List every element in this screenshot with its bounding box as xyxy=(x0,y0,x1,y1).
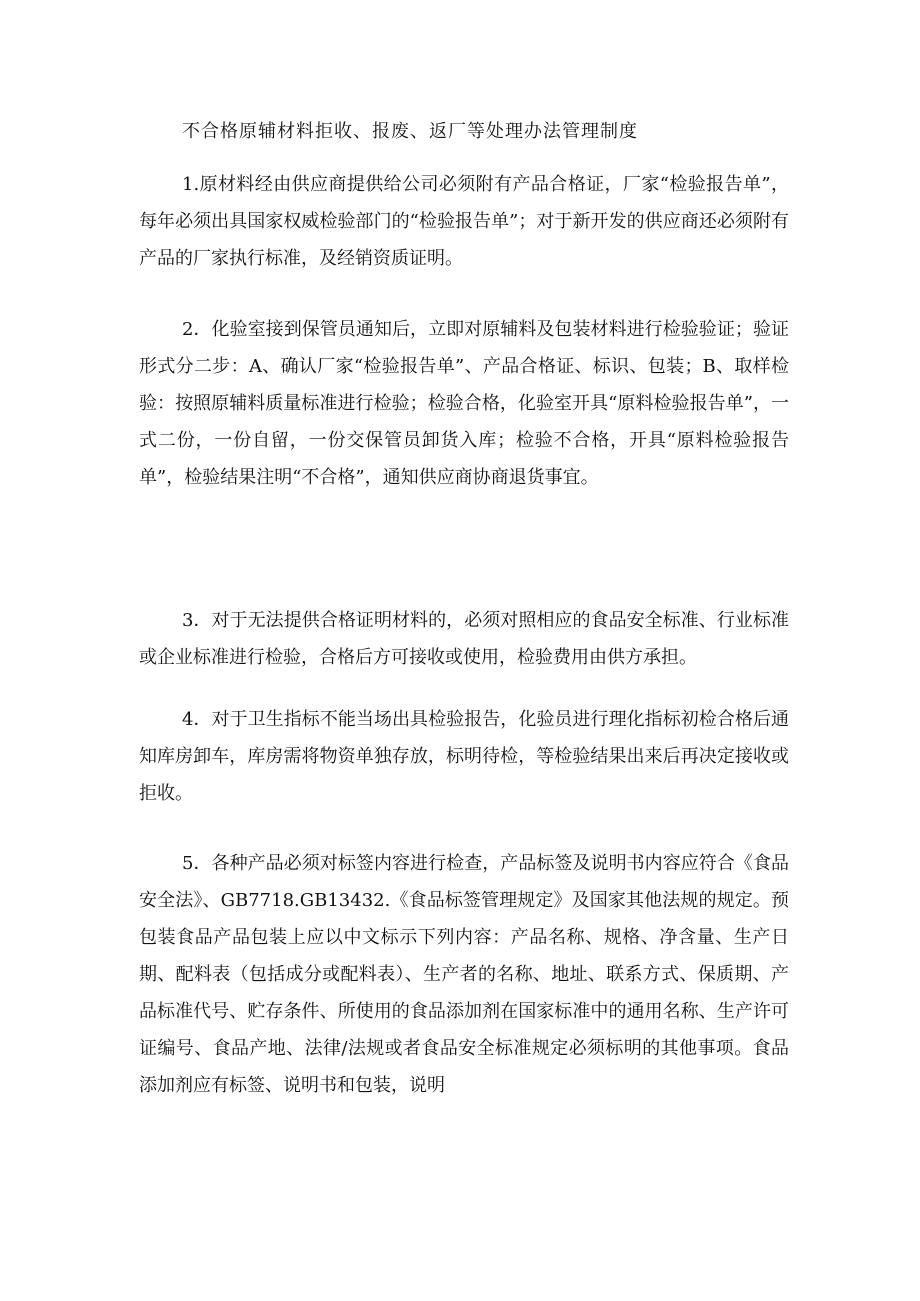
paragraph-2-container xyxy=(139,311,789,496)
paragraph-2: 2．化验室接到保管员通知后，立即对原辅料及包装材料进行检验验证；验证形式分二步：A、确认厂家“检验报告单”、产品合格证、标识、包装；B、取样检验：按照原辅料质量标准进行检验；检验合格，化验室开具“原料检验报告单”，一式二份，一份自留，一份交保管员卸货入库；检验不合格，开具“原料检验报告单”，检验结果注明“不合格”，通知供应商协商退货事宜。 xyxy=(139,319,789,488)
paragraph-3-container xyxy=(139,602,789,676)
paragraph-1-container xyxy=(139,166,789,277)
paragraph-5: 5．各种产品必须对标签内容进行检查，产品标签及说明书内容应符合《食品安全法》、GB7718.GB13432.《食品标签管理规定》及国家其他法规的规定。预包装食品产品包装上应以中文标示下列内容：产品名称、规格、净含量、生产日期、配料表（包括成分或配料表）、生产者的名称、地址、联系方式、保质期、产品标准代号、贮存条件、所使用的食品添加剂在国家标准中的通用名称、生产许可证编号、食品产地、法律/法规或者食品安全标准规定必须标明的其他事项。食品添加剂应有标签、说明书和包装，说明 xyxy=(139,853,789,1096)
paragraph-5-container xyxy=(139,845,789,1104)
paragraph-4-container xyxy=(139,701,789,812)
paragraph-4: 4．对于卫生指标不能当场出具检验报告，化验员进行理化指标初检合格后通知库房卸车，库房需将物资单独存放，标明待检，等检验结果出来后再决定接收或拒收。 xyxy=(139,709,789,804)
document-title: 不合格原辅材料拒收、报废、返厂等处理办法管理制度 xyxy=(182,121,638,142)
paragraph-1: 1.原材料经由供应商提供给公司必须附有产品合格证，厂家“检验报告单”，每年必须出具国家权威检验部门的“检验报告单”；对于新开发的供应商还必须附有产品的厂家执行标准，及经销资质证明。 xyxy=(139,174,789,269)
paragraph-3: 3．对于无法提供合格证明材料的，必须对照相应的食品安全标准、行业标准或企业标准进行检验，合格后方可接收或使用，检验费用由供方承担。 xyxy=(139,610,789,668)
